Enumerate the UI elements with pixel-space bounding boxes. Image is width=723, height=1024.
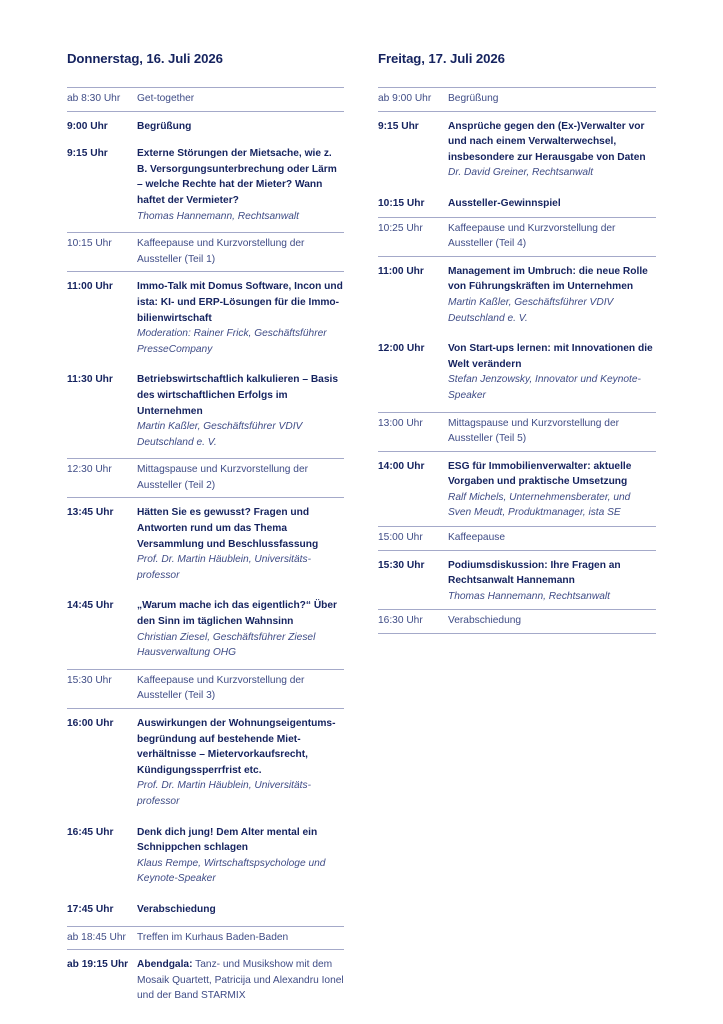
row-time: ab 19:15 Uhr: [67, 959, 129, 971]
schedule-row: [378, 87, 656, 112]
schedule-row: [378, 551, 656, 610]
row-title: Mittagspause und Kurzvorstellung der Aussteller (Teil 5): [448, 417, 620, 445]
schedule-row: [378, 526, 656, 551]
row-time: 16:00 Uhr: [67, 718, 114, 729]
row-title: Kaffeepause und Kurzvorstellung der Aussteller (Teil 1): [137, 238, 305, 265]
schedule-row: [378, 452, 656, 526]
schedule-row: [378, 412, 656, 452]
schedule-row: [67, 112, 344, 140]
schedule-row: [67, 709, 344, 818]
day-column-thursday: [67, 50, 344, 1012]
row-speaker: Christian Ziesel, Geschäftsführer Ziesel Hausverwaltung OHG: [137, 631, 316, 659]
row-title: Begrüßung: [137, 120, 192, 132]
row-time: ab 9:00 Uhr: [378, 93, 432, 104]
row-speaker: Dr. David Greiner, Rechtsanwalt: [448, 167, 594, 179]
row-time: 10:15 Uhr: [378, 197, 425, 209]
row-speaker: Martin Kaßler, Geschäftsführer VDIV Deutschland e. V.: [448, 296, 614, 324]
row-time: ab 8:30 Uhr: [67, 93, 121, 104]
schedule-row: [67, 818, 344, 895]
row-speaker: Prof. Dr. Martin Häublein, Universitätsprofessor: [137, 780, 312, 807]
row-time: 11:00 Uhr: [378, 265, 424, 277]
row-time: 15:30 Uhr: [67, 674, 112, 686]
schedule-row: [67, 139, 344, 232]
row-title: Management im Umbruch: die neue Rolle von Führungskräften im Unternehmen: [448, 265, 648, 293]
row-time: 17:45 Uhr: [67, 903, 114, 915]
row-title: Kaffeepause und Kurzvorstellung der Aussteller (Teil 3): [137, 674, 305, 702]
schedule-row: [378, 217, 656, 257]
row-speaker: Thomas Hannemann, Rechtsanwalt: [137, 210, 299, 222]
row-time: 16:30 Uhr: [378, 615, 423, 627]
row-title: Ansprüche gegen den (Ex-)Verwalter vor und nach einem Verwalterwechsel, insbesondere zur Herausgabe von Daten: [448, 120, 646, 163]
schedule-row: [67, 365, 344, 458]
row-speaker: Prof. Dr. Martin Häublein, Universitätsprofessor: [137, 554, 312, 581]
row-time: 12:00 Uhr: [378, 343, 425, 355]
row-title: Verabschiedung: [448, 615, 522, 627]
row-title: Auswirkungen der Wohnungseigentumsbegründung auf bestehende Mietverhältnisse – Mietervorkaufsrecht, Kündigungssperrfrist etc.: [137, 718, 336, 776]
row-time: 13:00 Uhr: [378, 417, 423, 429]
schedule-row: [67, 926, 344, 951]
schedule-row: [67, 458, 344, 498]
day-column-friday: [378, 50, 656, 634]
row-title: Kaffeepause und Kurzvorstellung der Aussteller (Teil 4): [448, 222, 616, 250]
schedule-row: [67, 895, 344, 926]
schedule-row: [67, 498, 344, 591]
schedule-row: [378, 112, 656, 189]
row-time: 9:00 Uhr: [67, 120, 108, 132]
row-time: 14:00 Uhr: [378, 460, 425, 472]
row-title: Von Start-ups lernen: mit Innovationen die Welt verändern: [448, 343, 653, 370]
row-time: 15:30 Uhr: [378, 559, 425, 571]
row-time: 13:45 Uhr: [67, 507, 114, 519]
row-speaker: Klaus Rempe, Wirtschaftspsychologe und Keynote-Speaker: [137, 857, 326, 885]
schedule-row: [67, 232, 344, 272]
row-time: 9:15 Uhr: [378, 120, 419, 132]
row-speaker: Stefan Jenzowsky, Innovator und Keynote-Speaker: [448, 374, 641, 401]
row-title: Betriebswirtschaftlich kalkulieren – Basis des wirtschaftlichen Erfolgs im Unternehmen: [137, 374, 339, 417]
row-speaker: Thomas Hannemann, Rechtsanwalt: [448, 590, 610, 602]
row-time: 10:25 Uhr: [378, 222, 423, 234]
row-time: 9:15 Uhr: [67, 148, 108, 160]
schedule-row: [67, 591, 344, 668]
row-speaker: Moderation: Rainer Frick, Geschäftsführer PresseCompany: [137, 328, 327, 355]
schedule-row: [378, 189, 656, 217]
row-title: Treffen im Kurhaus Baden-Baden: [137, 931, 289, 943]
row-title-label: Abendgala:: [137, 959, 193, 971]
row-title: Begrüßung: [448, 93, 499, 104]
schedule-row: [67, 950, 344, 1012]
row-title: ESG für Immobilienverwalter: aktuelle Vorgaben und praktische Umsetzung: [448, 460, 632, 488]
row-title: Get-together: [137, 93, 195, 104]
schedule-row: [67, 87, 344, 112]
row-title: Externe Störungen der Mietsache, wie z. B. Versorgungsunterbrechung oder Lärm – welche Rechte hat der Mieter? Wann haftet der Vermieter?: [137, 148, 337, 206]
schedule-row: [378, 257, 656, 334]
row-time: ab 18:45 Uhr: [67, 931, 126, 943]
row-speaker: Martin Kaßler, Geschäftsführer VDIV Deutschland e. V.: [137, 421, 303, 448]
row-time: 12:30 Uhr: [67, 464, 112, 476]
row-time: 11:30 Uhr: [67, 374, 113, 386]
schedule-row: [378, 609, 656, 634]
row-time: 16:45 Uhr: [67, 826, 114, 838]
row-time: 14:45 Uhr: [67, 600, 114, 612]
day-title: Freitag, 17. Juli 2026: [378, 51, 505, 66]
schedule-row: [378, 334, 656, 411]
row-title: Hätten Sie es gewusst? Fragen und Antworten rund um das Thema Versammlung und Beschlussfassung: [137, 507, 319, 550]
row-title: Verabschiedung: [137, 903, 216, 915]
schedule-row: [67, 272, 344, 365]
schedule-row: [67, 669, 344, 709]
row-title: Mittagspause und Kurzvorstellung der Aussteller (Teil 2): [137, 464, 309, 491]
row-time: 15:00 Uhr: [378, 532, 423, 544]
row-title: Immo-Talk mit Domus Software, Incon und ista: KI- und ERP-Lösungen für die Immobilienwirtschaft: [137, 281, 343, 324]
day-title: Donnerstag, 16. Juli 2026: [67, 51, 223, 66]
row-speaker: Ralf Michels, Unternehmensberater, und Sven Meudt, Produktmanager, ista SE: [448, 491, 631, 519]
row-time: 11:00 Uhr: [67, 281, 113, 293]
row-title: Tanz- und Musikshow mit dem Mosaik Quartett, Patricija und Alexandru Ionel und der Band STARMIX: [137, 959, 344, 1002]
row-title: Podiumsdiskussion: Ihre Fragen an Rechtsanwalt Hannemann: [448, 559, 621, 587]
row-title: „Warum mache ich das eigentlich?“ Über den Sinn im täglichen Wahnsinn: [137, 600, 338, 628]
row-title: Kaffeepause: [448, 532, 506, 544]
row-title: Denk dich jung! Dem Alter mental ein Schnippchen schlagen: [137, 826, 318, 854]
row-time: 10:15 Uhr: [67, 238, 112, 250]
row-title: Aussteller-Gewinnspiel: [448, 197, 561, 209]
